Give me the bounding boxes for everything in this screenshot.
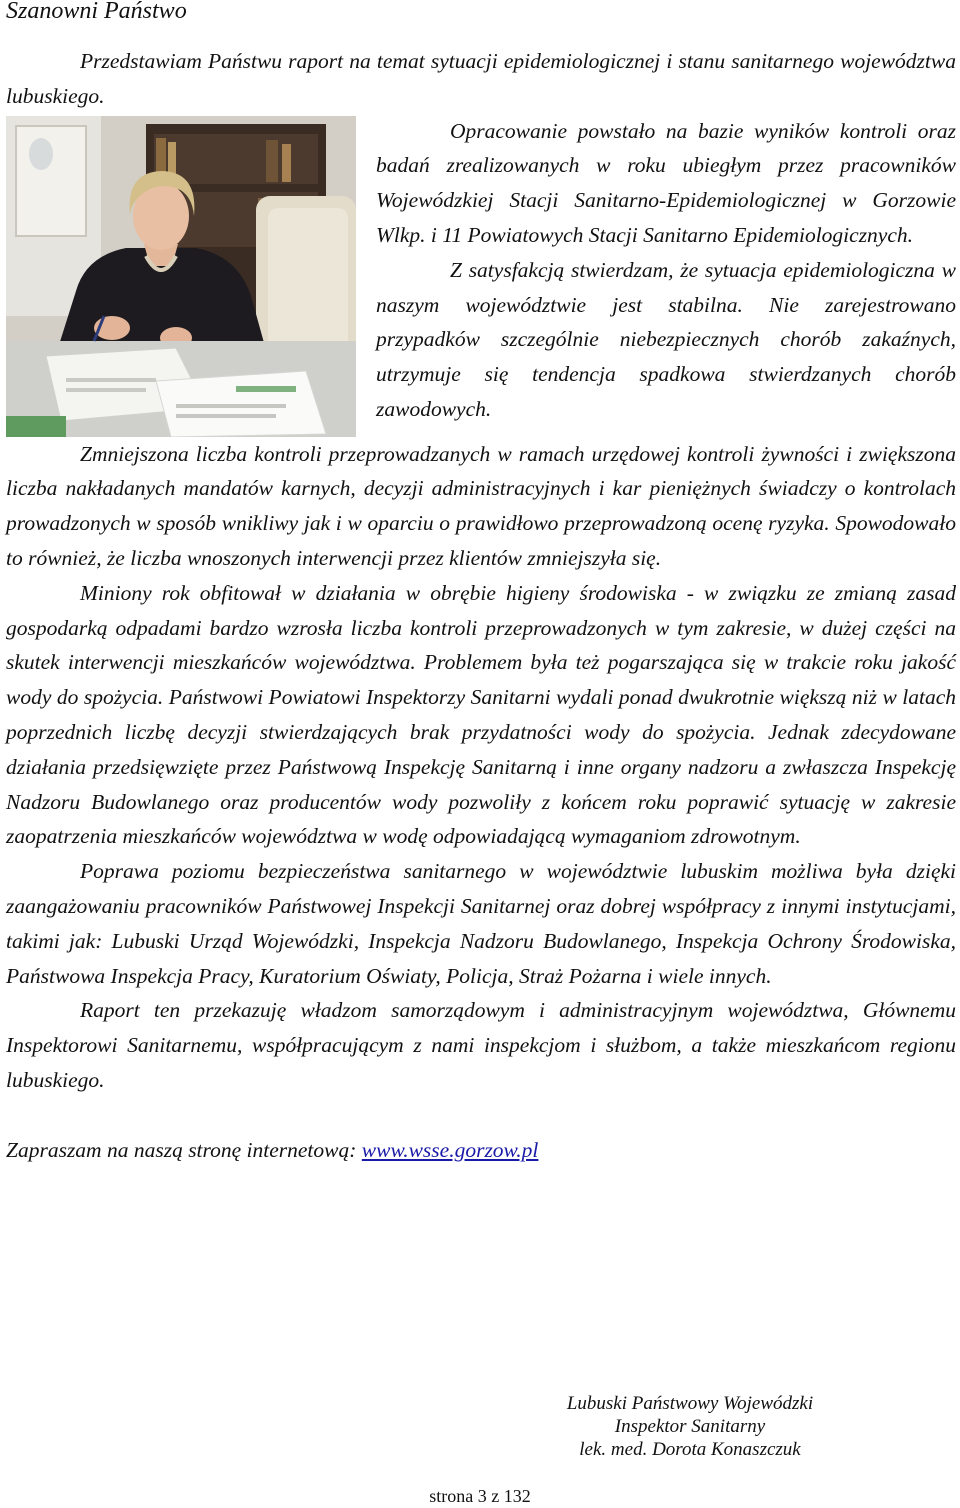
page-number: strona 3 z 132 — [429, 1486, 531, 1506]
paragraph-1b: Z satysfakcją stwierdzam, że sytuacja epidemiologiczna w naszym województwie jest stabilna. Nie zarejestrowano przypadków szczególnie niebezpiecznych chorób zakaźnych, utrzymuje się tendencja spadkowa stwierdzanych chorób zawodowych. — [376, 257, 956, 421]
website-invitation — [6, 1133, 956, 1168]
signature-block — [540, 1392, 840, 1461]
paragraph-1a: Opracowanie powstało na bazie wyników kontroli oraz badań zrealizowanych w roku ubiegłym przez pracowników Wojewódzkiej Stacji Sanitarno-Epidemiologicznej w Gorzowie Wlkp. i 11 Powiatowych Stacji Sanitarno Epidemiologicznych. — [376, 118, 956, 247]
paragraph-3: Miniony rok obfitował w działania w obrębie higieny środowiska - w związku ze zmianą zasad gospodarką odpadami bardzo wzrosła liczba kontroli przeprowadzonych w tym zakresie, w dużej części na skutek interwencji mieszkańców województwa. Problemem była też pogarszająca się w trakcie roku jakość wody do spożycia. Państwowi Powiatowi Inspektorzy Sanitarni wydali ponad dwukrotnie większą niż w latach poprzednich liczbę decyzji stwierdzających brak przydatności wody do spożycia. Jednak zdecydowane działania przedsięwzięte przez Państwową Inspekcję Sanitarną i inne organy nadzoru a zwłaszcza Inspekcję Nadzoru Budowlanego oraz producentów wody pozwoliły z końcem roku poprawić sytuację w zakresie zaopatrzenia mieszkańców województwa w wodę odpowiadającą wymaganiom zdrowotnym. — [6, 580, 956, 849]
signature-line-2: Inspektor Sanitarny — [614, 1416, 766, 1437]
page-heading: Szanowni Państwo — [6, 0, 187, 24]
paragraph-2: Zmniejszona liczba kontroli przeprowadzanych w ramach urzędowej kontroli żywności i zwiększona liczba nakładanych mandatów karnych, decyzji administracyjnych i kar pieniężnych świadczy o kontrolach prowadzonych w sposób wnikliwy jak i w oparciu o prawidłowo przeprowadzoną ocenę ryzyka. Spowodowało to również, że liczba wnoszonych interwencji przez klientów zmniejszyła się. — [6, 441, 956, 570]
intro-paragraph: Przedstawiam Państwu raport na temat sytuacji epidemiologicznej i stanu sanitarnego województwa lubuskiego. — [6, 49, 956, 108]
website-link[interactable]: www.wsse.gorzow.pl — [361, 1137, 539, 1162]
inspector-photo — [6, 116, 356, 437]
paragraph-4: Poprawa poziomu bezpieczeństwa sanitarnego w województwie lubuskim możliwa była dzięki zaangażowaniu pracowników Państwowej Inspekcji Sanitarnej oraz dobrej współpracy z innymi instytucjami, takimi jak: Lubuski Urząd Wojewódzki, Inspekcja Nadzoru Budowlanego, Inspekcja Ochrony Środowiska, Państwowa Inspekcja Pracy, Kuratorium Oświaty, Policja, Straż Pożarna i wiele innych. — [6, 859, 956, 988]
invite-text: Zapraszam na naszą stronę internetową: — [6, 1137, 362, 1162]
paragraph-5: Raport ten przekazuję władzom samorządowym i administracyjnym województwa, Głównemu Inspektorowi Sanitarnemu, współpracującym z nami inspekcjom i służbom, a także mieszkańcom regionu lubuskiego. — [6, 998, 956, 1092]
letter-body — [6, 44, 956, 1167]
blank-line — [6, 1098, 956, 1133]
signature-line-1: Lubuski Państwowy Wojewódzki — [566, 1393, 814, 1414]
signature-line-3: lek. med. Dorota Konaszczuk — [579, 1439, 801, 1460]
